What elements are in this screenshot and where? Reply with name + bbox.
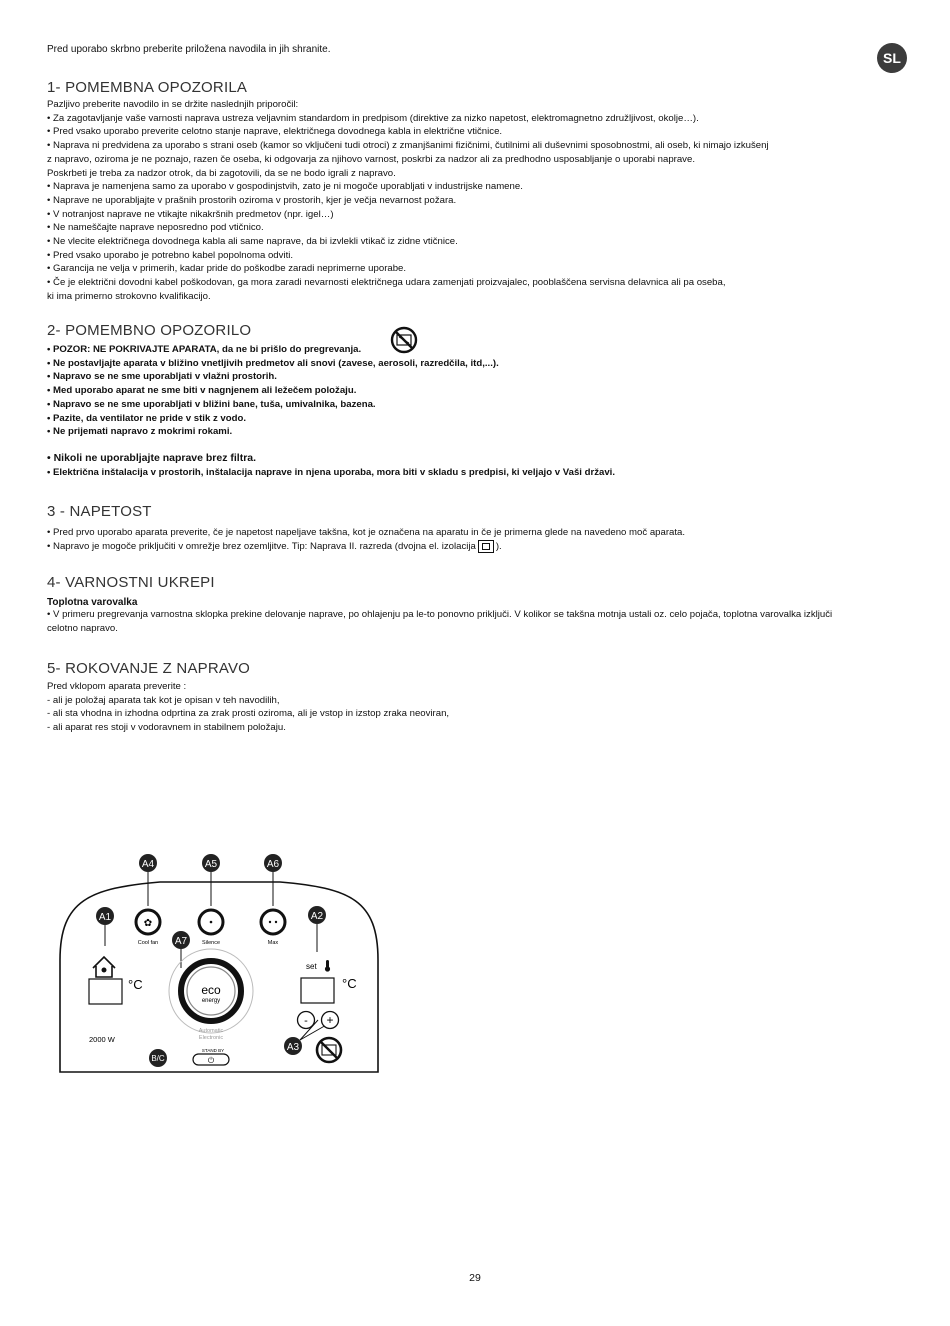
s4-line: • V primeru pregrevanja varnostna sklopka prekine delovanje naprave, po ohlajenju pa le-to ponovno priključi. V kolikor se takšna motnja ustali oz. celo pojača, toplotna varovalka izključi <box>47 609 833 620</box>
section-3 <box>47 503 917 553</box>
plus-label: + <box>326 1013 334 1027</box>
s1-line: Poskrbeti je treba za nadzor otrok, da bi zagotovili, da se ne bodo igrali z napravo. <box>47 167 396 179</box>
silence-label: Silence <box>201 940 221 946</box>
s1-line: • Za zagotavljanje vaše varnosti naprava ustreza veljavnim standardom in predpisom (direktive za nizko napetost, elektromagnetno združljivost, okolje…). <box>47 112 699 124</box>
callout-a6-label: A6 <box>266 859 280 870</box>
set-temp-display <box>301 978 334 1003</box>
celsius-left: °C <box>128 977 143 992</box>
section-1 <box>47 79 917 304</box>
cool-fan-label: Cool fan <box>137 940 159 946</box>
standby-button <box>193 1054 229 1065</box>
intro-text: Pred uporabo skrbno preberite priložena navodila in jih shranite. <box>47 44 331 55</box>
callout-a1 <box>96 907 114 925</box>
do-not-cover-icon <box>390 326 418 354</box>
section-3-title: 3 - NAPETOST <box>47 503 152 520</box>
control-panel-diagram <box>50 850 390 1080</box>
callout-bc-label: B/C <box>151 1054 165 1063</box>
callout-a3-label: A3 <box>286 1042 300 1053</box>
s2-line: • Ne postavljajte aparata v bližino vnetljivih predmetov ali snovi (zavese, aerosoli, razredčila, itd,...). <box>47 357 499 369</box>
s2-line: • Med uporabo aparat ne sme biti v nagnjenem ali ležečem položaju. <box>47 385 357 397</box>
s1-line: • V notranjost naprave ne vtikajte nikakršnih predmetov (npr. igel…) <box>47 208 334 220</box>
s4-line: celotno napravo. <box>47 622 118 634</box>
section-4 <box>47 574 917 635</box>
energy-label: energy <box>201 998 221 1004</box>
standby-label: STAND BY <box>201 1048 225 1053</box>
callout-a1-label: A1 <box>98 912 112 923</box>
s1-line: • Naprave ne uporabljajte v prašnih prostorih oziroma v prostorih, kjer je večja nevarnost požara. <box>47 194 457 206</box>
callout-a7-label: A7 <box>174 936 188 947</box>
s1-line: • Če je električni dovodni kabel poškodovan, ga mora zaradi nevarnosti električnega udara zamenjati proizvajalec, pooblaščena servisna delavnica ali pa oseba, <box>47 277 726 289</box>
minus-button <box>298 1012 315 1029</box>
eco-label: eco <box>201 983 221 997</box>
s1-line: • Naprava je namenjena samo za uporabo v gospodinjstvih, zato je ni mogoče uporabljati v industrijske namene. <box>47 181 523 193</box>
section-4-title: 4- VARNOSTNI UKREPI <box>47 574 215 591</box>
callout-a5 <box>202 854 220 872</box>
s5-line: - ali je položaj aparata tak kot je opisan v teh navodilih, <box>47 694 280 706</box>
callout-a6 <box>264 854 282 872</box>
callout-a5-label: A5 <box>204 859 218 870</box>
s2-line: • Pazite, da ventilator ne pride v stik z vodo. <box>47 412 247 424</box>
callout-bc <box>149 1049 167 1067</box>
callout-a3 <box>284 1037 302 1055</box>
s5-line: - ali sta vhodna in izhodna odprtina za zrak prosti oziroma, ali je vstop in izstop zraka neoviran, <box>47 708 450 720</box>
s1-line: ki ima primerno strokovno kvalifikacijo. <box>47 290 211 302</box>
fan-icon: ✿ <box>143 918 153 929</box>
s4-subtitle: Toplotna varovalka <box>47 597 138 608</box>
eco-energy-dial <box>169 949 253 1033</box>
set-label: set <box>306 962 317 971</box>
s2-install: • Električna inštalacija v prostorih, inštalacija naprave in njena uporaba, mora biti v skladu s predpisi, ki veljajo v Vaši državi. <box>47 466 616 478</box>
section-2-title: 2- POMEMBNO OPOZORILO <box>47 322 252 339</box>
s1-line: • Ne nameščajte naprave neposredno pod vtičnico. <box>47 222 264 234</box>
s2-line: • Napravo se ne sme uporabljati v vlažni prostorih. <box>47 371 277 383</box>
callout-a2 <box>308 906 326 924</box>
double-insulation-icon <box>478 540 494 553</box>
s1-line: • Pred vsako uporabo je potrebno kabel popolnoma odviti. <box>47 249 294 261</box>
callout-a4-label: A4 <box>141 859 155 870</box>
section-5-title: 5- ROKOVANJE Z NAPRAVO <box>47 660 251 677</box>
power-icon: ⏻ <box>207 1056 215 1065</box>
s2-line: • Ne prijemati napravo z mokrimi rokami. <box>47 426 233 438</box>
s5-line: Pred vklopom aparata preverite : <box>47 681 187 692</box>
s3-line-text: • Napravo je mogoče priključiti v omrežje brez ozemljitve. Tip: Naprava II. razreda (dvojna el. izolacija <box>47 540 476 552</box>
callout-a7 <box>172 931 190 949</box>
callout-a2-label: A2 <box>310 911 324 922</box>
s2-filter: • Nikoli ne uporabljajte naprave brez filtra. <box>47 451 257 464</box>
silence-button <box>199 910 223 946</box>
section-2 <box>47 322 917 479</box>
s3-line-end: ). <box>495 540 502 552</box>
page-number: 29 <box>469 1272 481 1284</box>
callout-a4 <box>139 854 157 872</box>
cool-fan-button <box>136 910 160 946</box>
section-1-title: 1- POMEMBNA OPOZORILA <box>47 79 248 96</box>
language-badge: SL <box>877 43 907 73</box>
s1-line: • Pred vsako uporabo preverite celotno stanje naprave, električnega dovodnega kabla in električne vtičnice. <box>47 126 503 138</box>
s3-line-class2 <box>47 540 917 554</box>
s1-line: • Naprava ni predvidena za uporabo s strani oseb (kamor so vključeni tudi otroci) z zmanjšanimi fizičnimi, čutilnimi ali duševnimi sposobnostmi, ali oseb, ki nimajo izkušenj <box>47 140 769 152</box>
s1-line: • Ne vlecite električnega dovodnega kabla ali same naprave, da bi izvlekli vtikač iz zidne vtičnice. <box>47 236 458 248</box>
automatic-label: Automatic <box>198 1028 224 1034</box>
s5-line: - ali aparat res stoji v vodoravnem in stabilnem položaju. <box>47 722 286 734</box>
s1-line: z napravo, oziroma je ne poznajo, razen če oseba, ki odgovarja za njihovo varnost, poskrbi za nadzor ali za predhodno usposabljanje o uporabi naprave. <box>47 153 695 165</box>
section-5 <box>47 660 917 735</box>
plus-button <box>322 1012 339 1029</box>
minus-label: - <box>304 1015 308 1027</box>
wattage-label: 2000 W <box>89 1035 115 1044</box>
do-not-cover-icon-panel <box>317 1038 341 1062</box>
s1-line: • Garancija ne velja v primerih, kadar pride do poškodbe zaradi neprimerne uporabe. <box>47 263 407 275</box>
electronic-label: Electronic <box>198 1035 224 1041</box>
s3-line: • Pred prvo uporabo aparata preverite, če je napetost napeljave takšna, kot je označena na aparatu in če je primerna glede na navedeno moč aparata. <box>47 527 686 538</box>
s2-line: • Napravo se ne sme uporabljati v bližini bane, tuša, umivalnika, bazena. <box>47 398 376 410</box>
celsius-right: °C <box>342 976 357 991</box>
s1-line: Pazljivo preberite navodilo in se držite naslednjih priporočil: <box>47 99 299 110</box>
room-temp-display <box>89 979 122 1004</box>
max-label: Max <box>267 940 279 946</box>
s2-line: • POZOR: NE POKRIVAJTE APARATA, da ne bi prišlo do pregrevanja. <box>47 344 362 355</box>
